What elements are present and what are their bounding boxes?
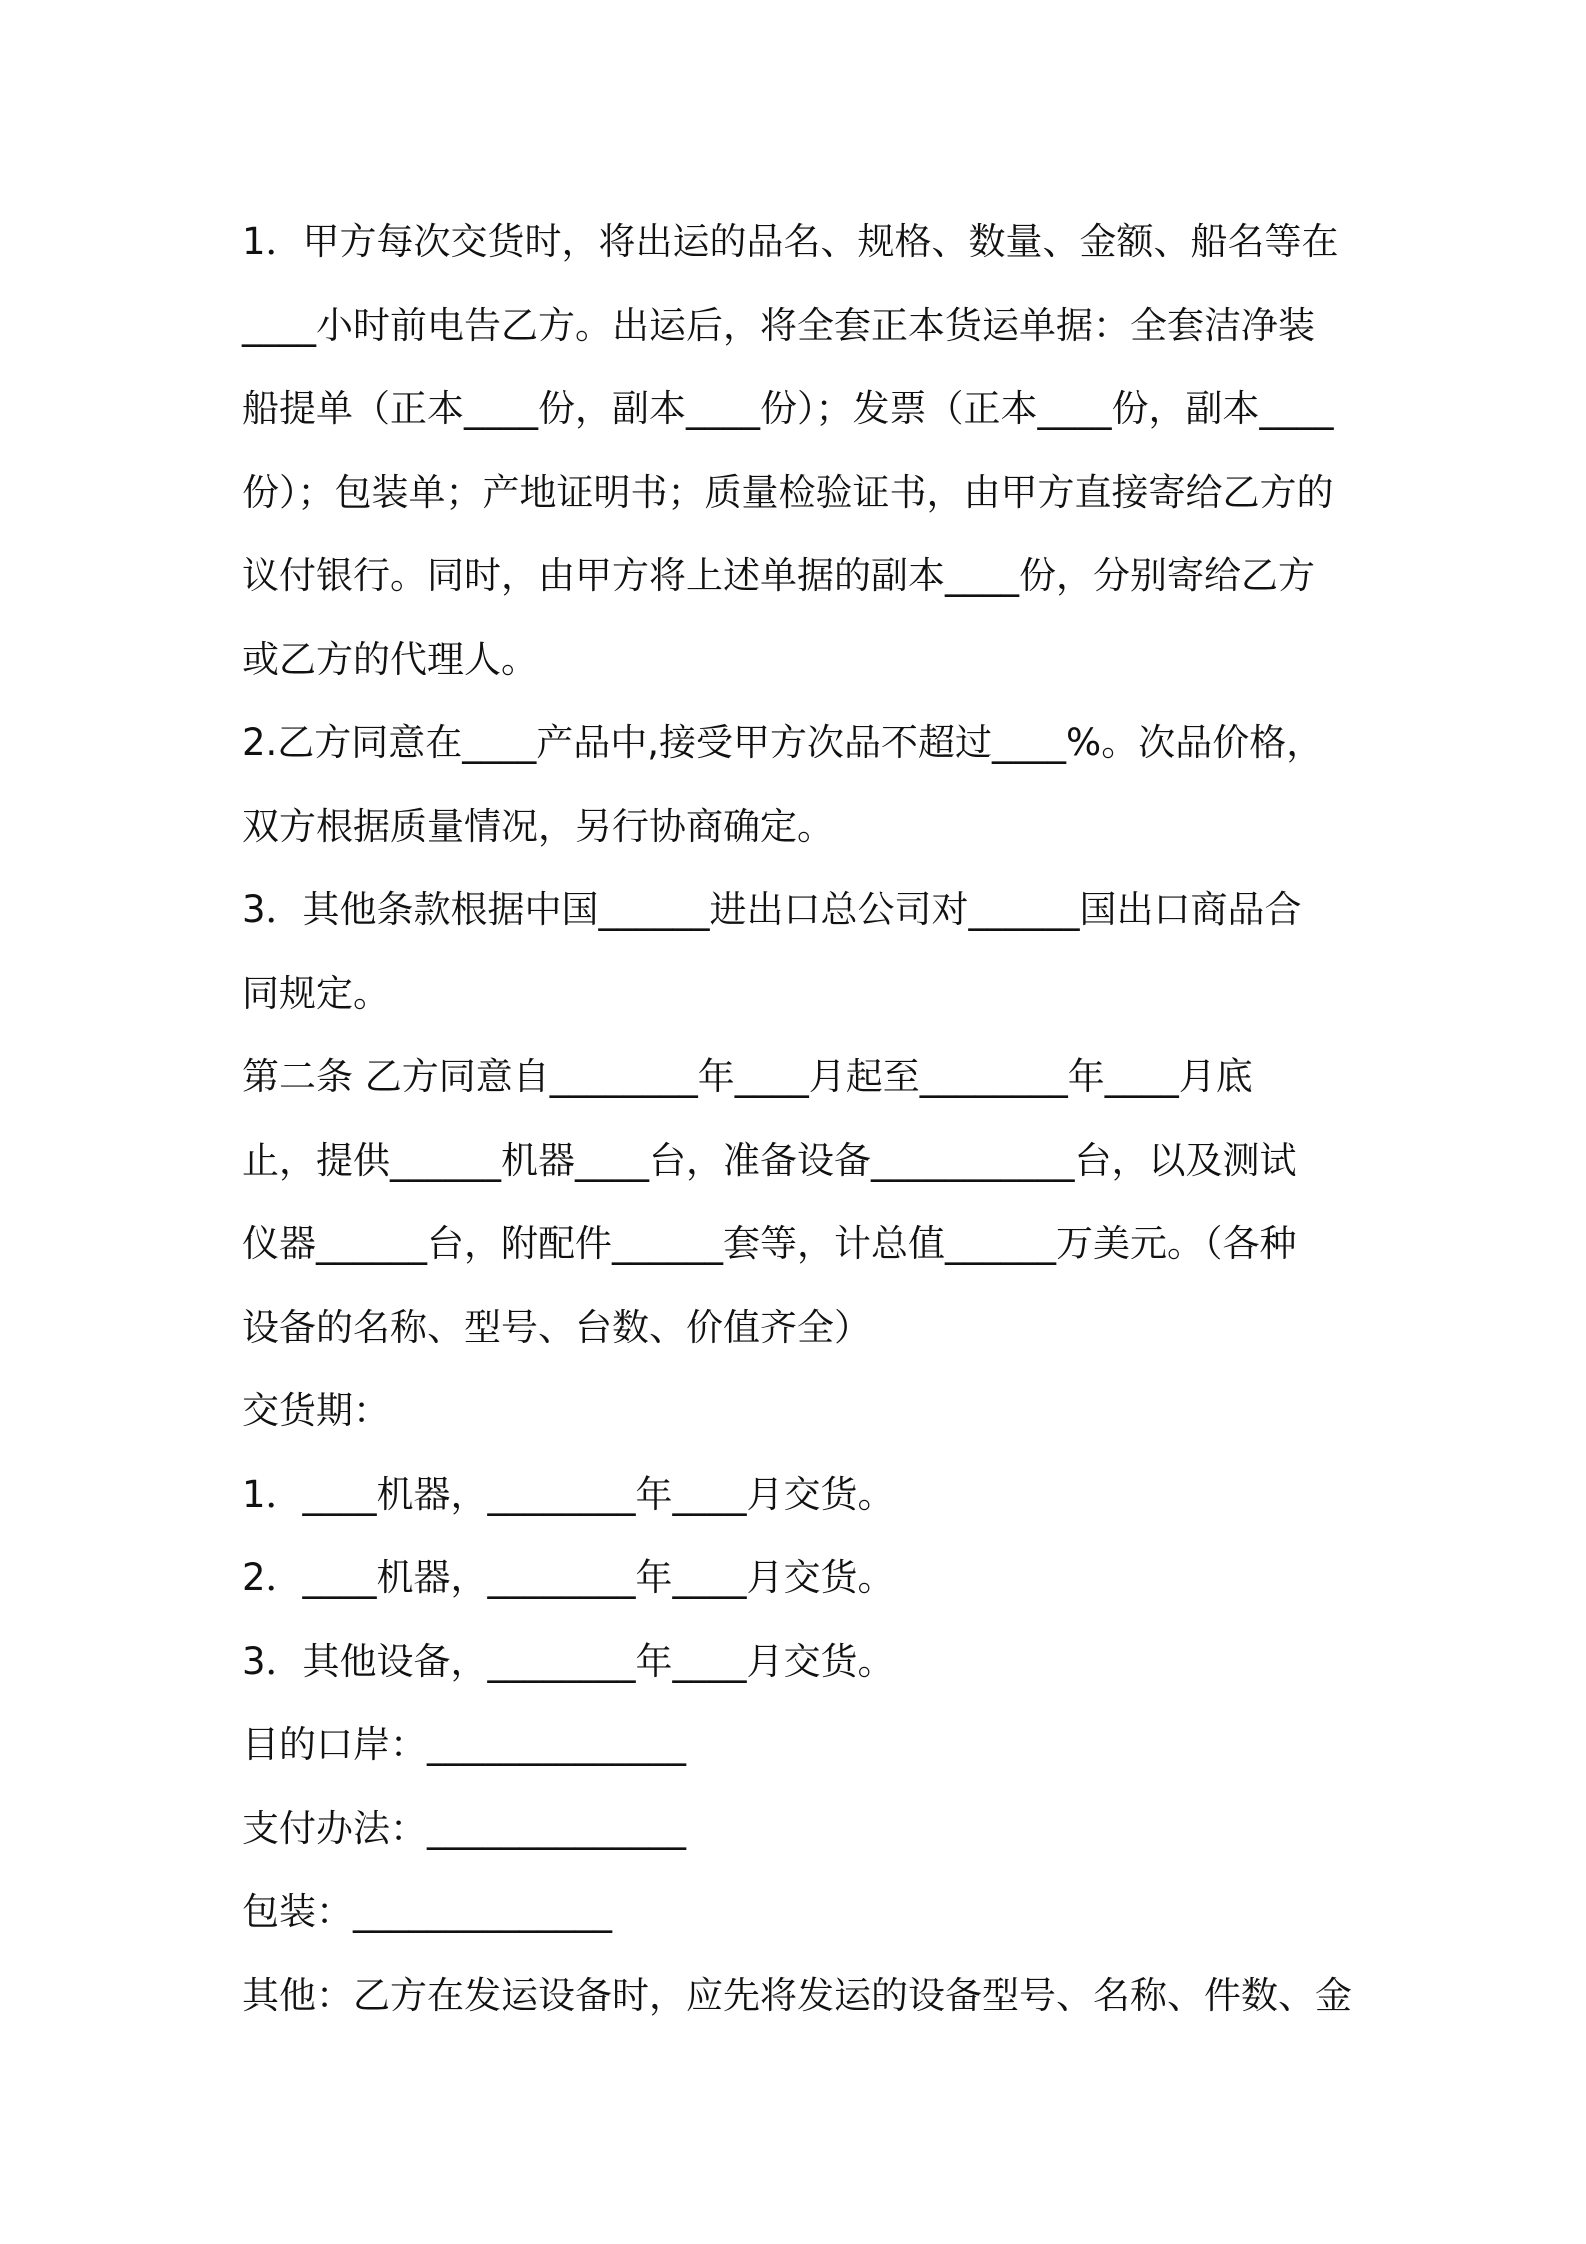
paragraph-line: 3．其他条款根据中国______进出口总公司对______国出口商品合 — [242, 888, 1302, 931]
paragraph-line: 仪器______台，附配件______套等，计总值______万美元。（各种 — [242, 1222, 1297, 1265]
paragraph-line: 1．甲方每次交货时，将出运的品名、规格、数量、金额、船名等在 — [242, 220, 1339, 263]
paragraph-line: 船提单（正本____份，副本____份）；发票（正本____份，副本____ — [242, 387, 1334, 430]
paragraph-line: 目的口岸：______________ — [242, 1723, 686, 1766]
document-body — [242, 200, 1352, 2037]
paragraph-line: 2．____机器，________年____月交货。 — [242, 1556, 895, 1599]
paragraph-line: 2.乙方同意在____产品中,接受甲方次品不超过____%。次品价格， — [242, 721, 1324, 764]
paragraph-line: 双方根据质量情况，另行协商确定。 — [242, 804, 834, 848]
paragraph-line: 支付办法：______________ — [242, 1806, 686, 1850]
paragraph-line: 议付银行。同时，由甲方将上述单据的副本____份，分别寄给乙方 — [242, 554, 1315, 597]
paragraph-line: 设备的名称、型号、台数、价值齐全） — [242, 1305, 871, 1349]
paragraph-line: 3．其他设备，________年____月交货。 — [242, 1639, 895, 1683]
paragraph-line: 或乙方的代理人。 — [242, 637, 538, 681]
paragraph-line: ____小时前电告乙方。出运后，将全套正本货运单据：全套洁净装 — [242, 303, 1315, 347]
paragraph-line: 份）；包装单；产地证明书；质量检验证书，由甲方直接寄给乙方的 — [242, 470, 1334, 514]
paragraph-line: 第二条 乙方同意自________年____月起至________年____月底 — [242, 1055, 1253, 1098]
paragraph-line: 止，提供______机器____台，准备设备___________台，以及测试 — [242, 1138, 1297, 1182]
paragraph-line: 包装：______________ — [242, 1890, 612, 1933]
paragraph-line: 其他：乙方在发运设备时，应先将发运的设备型号、名称、件数、金 — [242, 1973, 1352, 2017]
paragraph-line: 1．____机器，________年____月交货。 — [242, 1472, 895, 1516]
paragraph-line: 交货期： — [242, 1389, 390, 1432]
paragraph-line: 同规定。 — [242, 971, 390, 1015]
